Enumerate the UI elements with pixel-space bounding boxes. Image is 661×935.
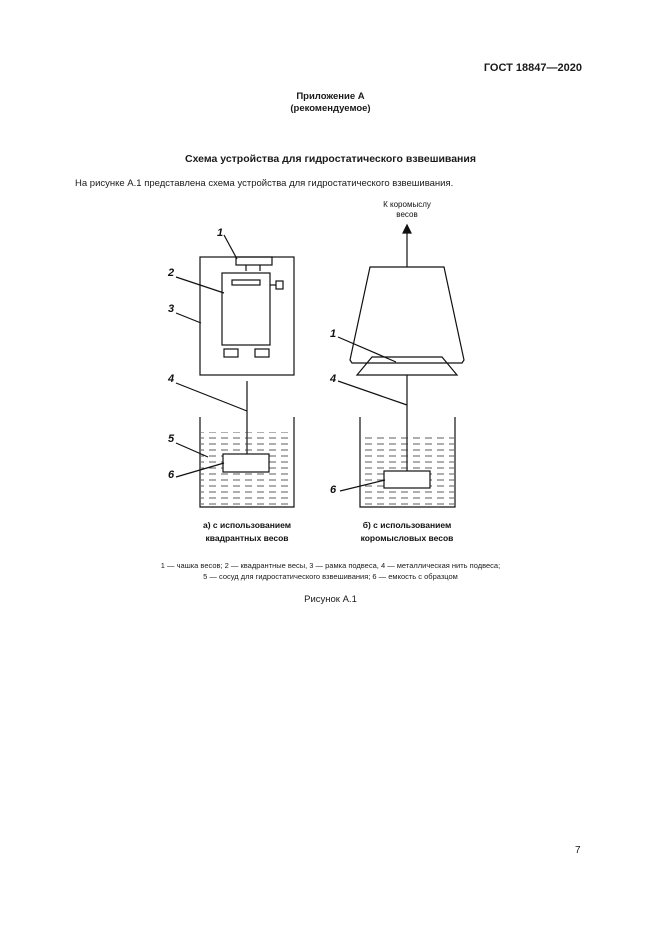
- suspension-frame: [200, 257, 294, 375]
- figure-legend: [0, 560, 661, 582]
- callout-b-6: 6: [330, 484, 337, 496]
- appendix-heading: [0, 91, 661, 115]
- callout-a-2: 2: [168, 267, 175, 279]
- intro-paragraph: На рисунке А.1 представлена схема устройства для гидростатического взвешивания.: [75, 178, 454, 189]
- figure-caption: Рисунок А.1: [304, 594, 357, 605]
- legend-line-2: 5 — сосуд для гидростатического взвешивания; 6 — емкость с образцом: [203, 572, 458, 581]
- legend-line-1: 1 — чашка весов; 2 — квадрантные весы, 3 — рамка подвеса, 4 — металлическая нить подвеса;: [160, 561, 501, 570]
- callout-a-3: 3: [168, 303, 175, 315]
- beam-label-line1: К коромыслу: [383, 200, 431, 209]
- sample-container-a: [223, 454, 269, 472]
- callout-b-1: 1: [330, 328, 337, 340]
- callout-b-4: 4: [330, 373, 337, 385]
- balance-pan-a: [236, 257, 272, 265]
- subcaption-b-line2: коромысловых весов: [360, 533, 454, 543]
- quadrant-balance: [222, 273, 270, 345]
- subcaption-b-line1: б) с использованием: [362, 520, 452, 530]
- diagram-b-beam-balance: [338, 225, 464, 507]
- beam-pan-cone: [350, 267, 464, 363]
- callout-a-4: 4: [168, 373, 175, 385]
- beam-label-line2: весов: [396, 210, 418, 219]
- page-number: 7: [575, 845, 581, 856]
- document-code: ГОСТ 18847—2020: [483, 62, 582, 74]
- diagram-a-quadrant-balance: [176, 235, 294, 507]
- callout-a-6: 6: [168, 469, 175, 481]
- subcaption-a-line1: а) с использованием: [202, 520, 292, 530]
- callout-a-5: 5: [168, 433, 175, 445]
- section-title: Схема устройства для гидростатического взвешивания: [185, 153, 476, 165]
- callout-a-1: 1: [217, 227, 224, 239]
- up-arrow-icon: [403, 225, 411, 233]
- appendix-status: (рекомендуемое): [290, 103, 371, 114]
- subcaption-a-line2: квадрантных весов: [205, 533, 289, 543]
- appendix-title: Приложение А: [296, 91, 365, 102]
- sample-container-b: [384, 471, 430, 488]
- hydrostatic-weighing-diagram: [100, 195, 580, 555]
- balance-pan-b: [357, 357, 457, 375]
